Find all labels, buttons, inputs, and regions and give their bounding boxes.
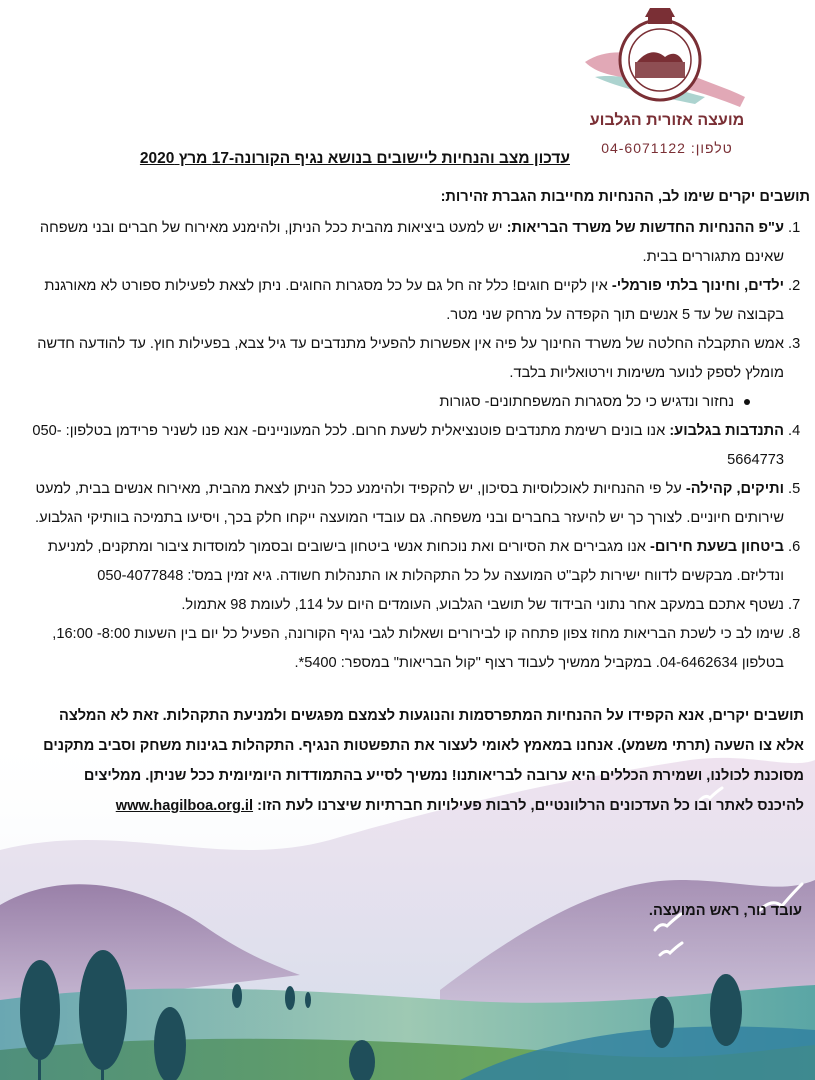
item-lead: ילדים, וחינוך בלתי פורמלי-	[611, 278, 784, 294]
list-item	[28, 272, 810, 330]
item-lead: ביטחון בשעת חירום-	[649, 539, 784, 555]
item-text: יש למעט ביציאות מהבית ככל הניתן, ולהימנע מאירוח של חברים ובני משפחה שאינם מתגוררים בבית.	[39, 220, 784, 265]
list-item	[28, 475, 810, 533]
item-number: 6.	[788, 539, 801, 555]
instructions-list	[28, 214, 810, 678]
item-text: נשטף אתכם במעקב אחר נתוני הבידוד של תושבי הגלבוע, העומדים היום על 114, לעומת 98 אתמול.	[181, 597, 784, 613]
item-number: 2.	[788, 278, 801, 294]
item-lead: התנדבות בגלבוע:	[669, 423, 784, 439]
council-phone: טלפון: 04-6071122	[601, 140, 733, 156]
sub-bullet-text: נחזור ונדגיש כי כל מסגרות המשפחתונים- סגורות	[439, 394, 734, 410]
item-text: על פי ההנחיות לאוכלוסיות בסיכון, יש להקפיד ולהימנע ככל הניתן לצאת מהבית, מאירוח אנשים בבית, למעט שירותים חיוניים. לצורך כך יש להיעזר בחברים ובני משפחה. גם עובדי המועצה ייקחו חלק בכך, ויסיעו בתמיכה בוותיקי הגלבוע.	[35, 481, 784, 526]
sub-bullet	[28, 388, 784, 417]
website-link[interactable]: www.hagilboa.org.il	[115, 798, 254, 814]
item-lead: ע"פ ההנחיות החדשות של משרד הבריאות:	[506, 220, 784, 236]
council-name: מועצה אזורית הגלבוע	[589, 112, 745, 129]
item-number: 8.	[788, 626, 801, 642]
list-item	[28, 214, 810, 272]
document-body	[28, 183, 810, 836]
closing-text: תושבים יקרים, אנא הקפידו על ההנחיות המתפרסמות והנוגעות לצמצם מפגשים ולמניעת התקהלות. זאת לא המלצה אלא צו השעה (תרתי משמע). אנחנו במאמץ לאומי לעצור את התפשטות הנגיף. התקהלות בגינות משחק וסביב מתקנים מסוכנת לכולנו, ושמירת הכללים היא ערובה לבריאותנו! נמשיך לסייע בהתמודדות היומיומית ככל שניתן. ממליצים להיכנס לאתר ובו כל העדכונים הרלוונטיים, לרבות פעילויות חברתיות שיצרנו לעת הזו:	[43, 708, 804, 814]
item-text: אמש התקבלה החלטה של משרד החינוך על פיה אין אפשרות להפעיל מתנדבים עד גיל צבא, בפעילות חוץ. עד להודעה חדשה מומלץ לספק לנוער משימות וירטואליות בלבד.	[37, 336, 784, 381]
intro-line: תושבים יקרים שימו לב, ההנחיות מחייבות הגברת זהירות:	[440, 189, 810, 205]
bullet-dot-icon	[744, 399, 750, 405]
item-text: אנו בונים רשימת מתנדבים פוטנציאלית לשעת חרום. לכל המעוניינים- אנא פנו לשניר פרידמן בטלפון: 050-5664773	[32, 423, 784, 468]
item-text: אנו מגבירים את הסיורים ואת נוכחות אנשי ביטחון בישובים ובסמוך למוסדות ציבור ומתקנים, למניעת ונדליזם. מבקשים לדווח ישירות לקב"ט המועצה על כל התקהלות או התנהלות חשודה. גיא זמין במס': 050-4077848	[47, 539, 784, 584]
item-lead: ותיקים, קהילה-	[685, 481, 784, 497]
list-item	[28, 330, 810, 417]
item-number: 4.	[788, 423, 801, 439]
list-item	[28, 417, 810, 475]
logo-emblem-icon	[565, 2, 755, 117]
council-logo	[565, 2, 755, 162]
document-title: עדכון מצב והנחיות ליישובים בנושא נגיף הקורונה-17 מרץ 2020	[139, 150, 570, 167]
list-item	[28, 533, 810, 591]
item-text: אין לקיים חוגים! כלל זה חל גם על כל מסגרות החוגים. ניתן לצאת לפעילות ספורט לא מאורגנת בקבוצה של עד 5 אנשים תוך הקפדה על מרחק שני מטר.	[44, 278, 784, 323]
item-text: שימו לב כי לשכת הבריאות מחוז צפון פתחה קו לבירורים ושאלות לגבי נגיף הקורונה, הפעיל כל יום בין השעות 8:00- 16:00, בטלפון 04-6462634. במקביל ממשיך לעבוד רצוף "קול הבריאות" במספר: 5400*.	[52, 626, 784, 671]
item-number: 1.	[788, 220, 801, 236]
signature-line: עובד נור, ראש המועצה.	[648, 903, 802, 919]
list-item	[28, 591, 810, 620]
item-number: 3.	[788, 336, 801, 352]
item-number: 5.	[788, 481, 801, 497]
closing-paragraph	[28, 701, 810, 821]
item-number: 7.	[788, 597, 801, 613]
list-item	[28, 620, 810, 678]
